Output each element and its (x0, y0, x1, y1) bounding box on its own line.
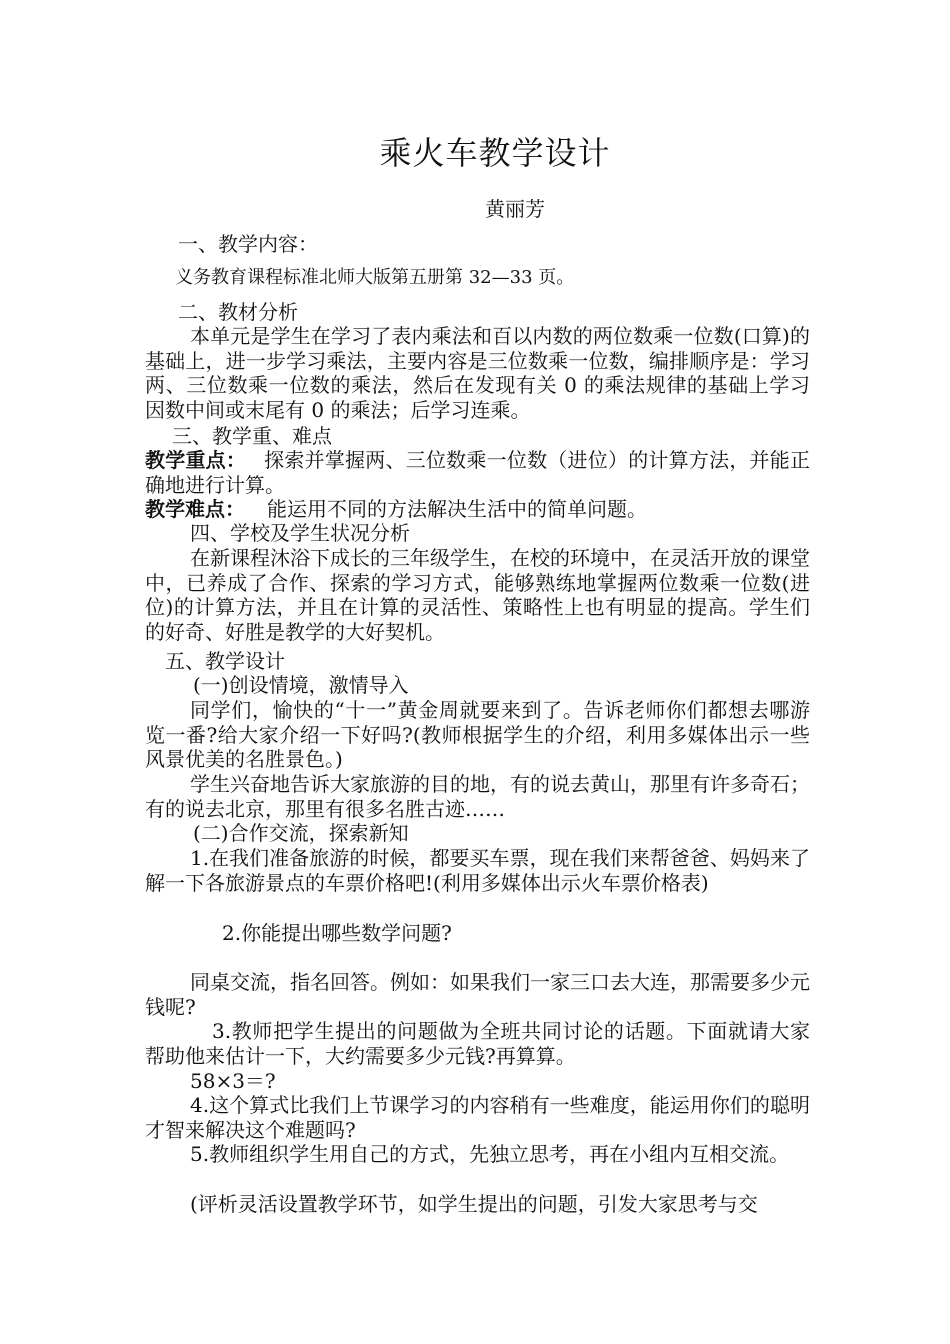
paragraph-student-answers: 学生兴奋地告诉大家旅游的目的地，有的说去黄山，那里有许多奇石；有的说去北京，那里有很多名胜古迹…… (145, 772, 810, 821)
equation-text: 58×3＝? (190, 1069, 276, 1093)
key-point-label: 教学重点： (145, 448, 247, 472)
subsection-2-heading: (二)合作交流，探索新知 (193, 821, 409, 845)
key-point-paragraph (145, 448, 810, 497)
paragraph-step-1: 1.在我们准备旅游的时候，都要买车票，现在我们来帮爸爸、妈妈来了解一下各旅游景点的车票价格吧!(利用多媒体出示火车票价格表) (145, 846, 810, 895)
difficulty-paragraph (145, 497, 810, 522)
document-title: 乘火车教学设计 (379, 134, 611, 172)
paragraph-peer-exchange: 同桌交流，指名回答。例如：如果我们一家三口去大连，那需要多少元钱呢? (145, 970, 810, 1019)
section-content-text: 义务教育课程标准北师大版第五册第 32—33 页。 (175, 267, 575, 288)
section-heading-analysis: 二、教材分析 (178, 300, 298, 324)
section-heading-analysis-students: 四、学校及学生状况分析 (190, 521, 410, 545)
paragraph-step-4: 4.这个算式比我们上节课学习的内容稍有一些难度，能运用你们的聪明才智来解决这个难题吗? (145, 1093, 810, 1142)
paragraph-step-2: 2.你能提出哪些数学问题? (222, 921, 452, 945)
paragraph-step-3: 3.教师把学生提出的问题做为全班共同讨论的话题。下面就请大家帮助他来估计一下，大约需要多少元钱?再算算。 (145, 1019, 810, 1068)
section-heading-content: 一、教学内容： (178, 232, 318, 256)
section-heading-key-points: 三、教学重、难点 (172, 424, 332, 448)
paragraph-commentary: (评析灵活设置教学环节，如学生提出的问题，引发大家思考与交 (190, 1192, 758, 1216)
analysis-paragraph: 本单元是学生在学习了表内乘法和百以内数的两位数乘一位数(口算)的基础上，进一步学习乘法，主要内容是三位数乘一位数，编排顺序是：学习两、三位数乘一位数的乘法，然后在发现有关 0 的乘法规律的基础上学习因数中间或末尾有 0 的乘法；后学习连乘。 (145, 324, 810, 422)
paragraph-intro-holiday: 同学们，愉快的“十一”黄金周就要来到了。告诉老师你们都想去哪游览一番?给大家介绍一下好吗?(教师根据学生的介绍，利用多媒体出示一些风景优美的名胜景色。) (145, 698, 810, 771)
author-name: 黄丽芳 (485, 197, 545, 221)
section-heading-design: 五、教学设计 (165, 649, 285, 673)
subsection-1-heading: (一)创设情境，激情导入 (193, 673, 409, 697)
difficulty-text: 能运用不同的方法解决生活中的简单问题。 (267, 497, 647, 521)
key-point-text: 探索并掌握两、三位数乘一位数（进位）的计算方法，并能正确地进行计算。 (145, 448, 811, 497)
difficulty-label: 教学难点： (145, 497, 245, 521)
students-analysis-paragraph: 在新课程沐浴下成长的三年级学生，在校的环境中，在灵活开放的课堂中，已养成了合作、探索的学习方式，能够熟练地掌握两位数乘一位数(进位)的计算方法，并且在计算的灵活性、策略性上也有明显的提高。学生们的好奇、好胜是教学的大好契机。 (145, 546, 810, 644)
paragraph-step-5: 5.教师组织学生用自己的方式，先独立思考，再在小组内互相交流。 (190, 1142, 790, 1166)
